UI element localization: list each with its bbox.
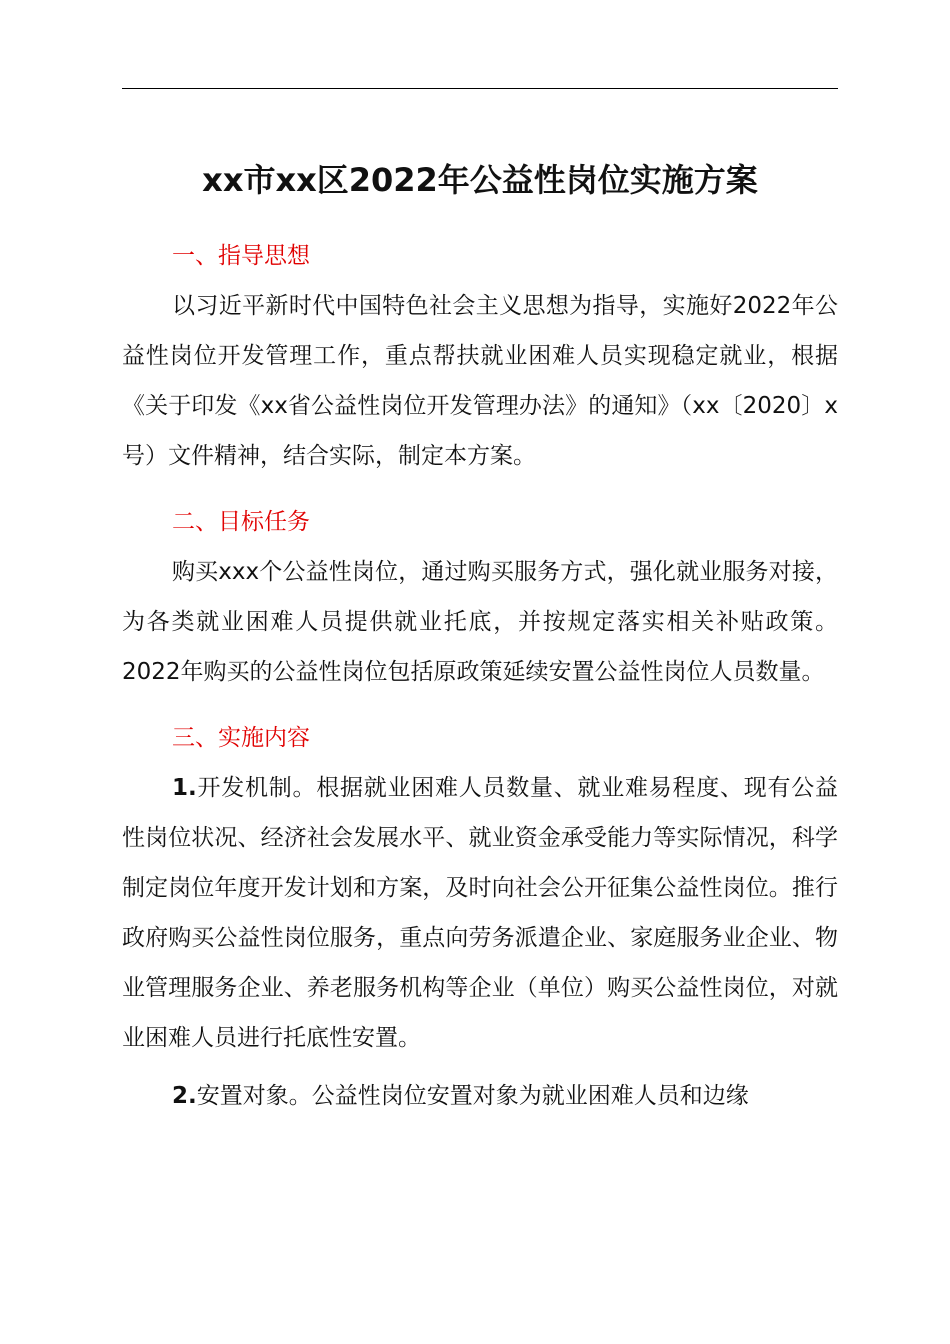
section-heading-goals: 二、目标任务 xyxy=(172,509,310,535)
section-heading-guiding-ideology: 一、指导思想 xyxy=(172,243,310,269)
section-heading-implementation: 三、实施内容 xyxy=(172,725,310,751)
item-text: 安置对象。公益性岗位安置对象为就业困难人员和边缘 xyxy=(196,1083,749,1109)
document-body xyxy=(122,145,838,1121)
item-number: 2. xyxy=(172,1083,197,1109)
paragraph-goals: 购买xxx个公益性岗位，通过购买服务方式，强化就业服务对接，为各类就业困难人员提供就业托底，并按规定落实相关补贴政策。2022年购买的公益性岗位包括原政策延续安置公益性岗位人员数量。 xyxy=(122,559,838,685)
item-text: 开发机制。根据就业困难人员数量、就业难易程度、现有公益性岗位状况、经济社会发展水平、就业资金承受能力等实际情况，科学制定岗位年度开发计划和方案，及时向社会公开征集公益性岗位。推行政府购买公益性岗位服务，重点向劳务派遣企业、家庭服务业企业、物业管理服务企业、养老服务机构等企业（单位）购买公益性岗位，对就业困难人员进行托底性安置。 xyxy=(122,775,838,1051)
document-title: xx市xx区2022年公益性岗位实施方案 xyxy=(202,161,758,199)
paragraph-guiding-ideology: 以习近平新时代中国特色社会主义思想为指导，实施好2022年公益性岗位开发管理工作，重点帮扶就业困难人员实现稳定就业，根据《关于印发《xx省公益性岗位开发管理办法》的通知》（xx〔2020〕x号）文件精神，结合实际，制定本方案。 xyxy=(122,293,838,469)
paragraph-development-mechanism xyxy=(122,763,838,1063)
paragraph-placement-targets xyxy=(122,1071,838,1121)
header-rule xyxy=(122,88,838,89)
item-number: 1. xyxy=(172,775,197,801)
